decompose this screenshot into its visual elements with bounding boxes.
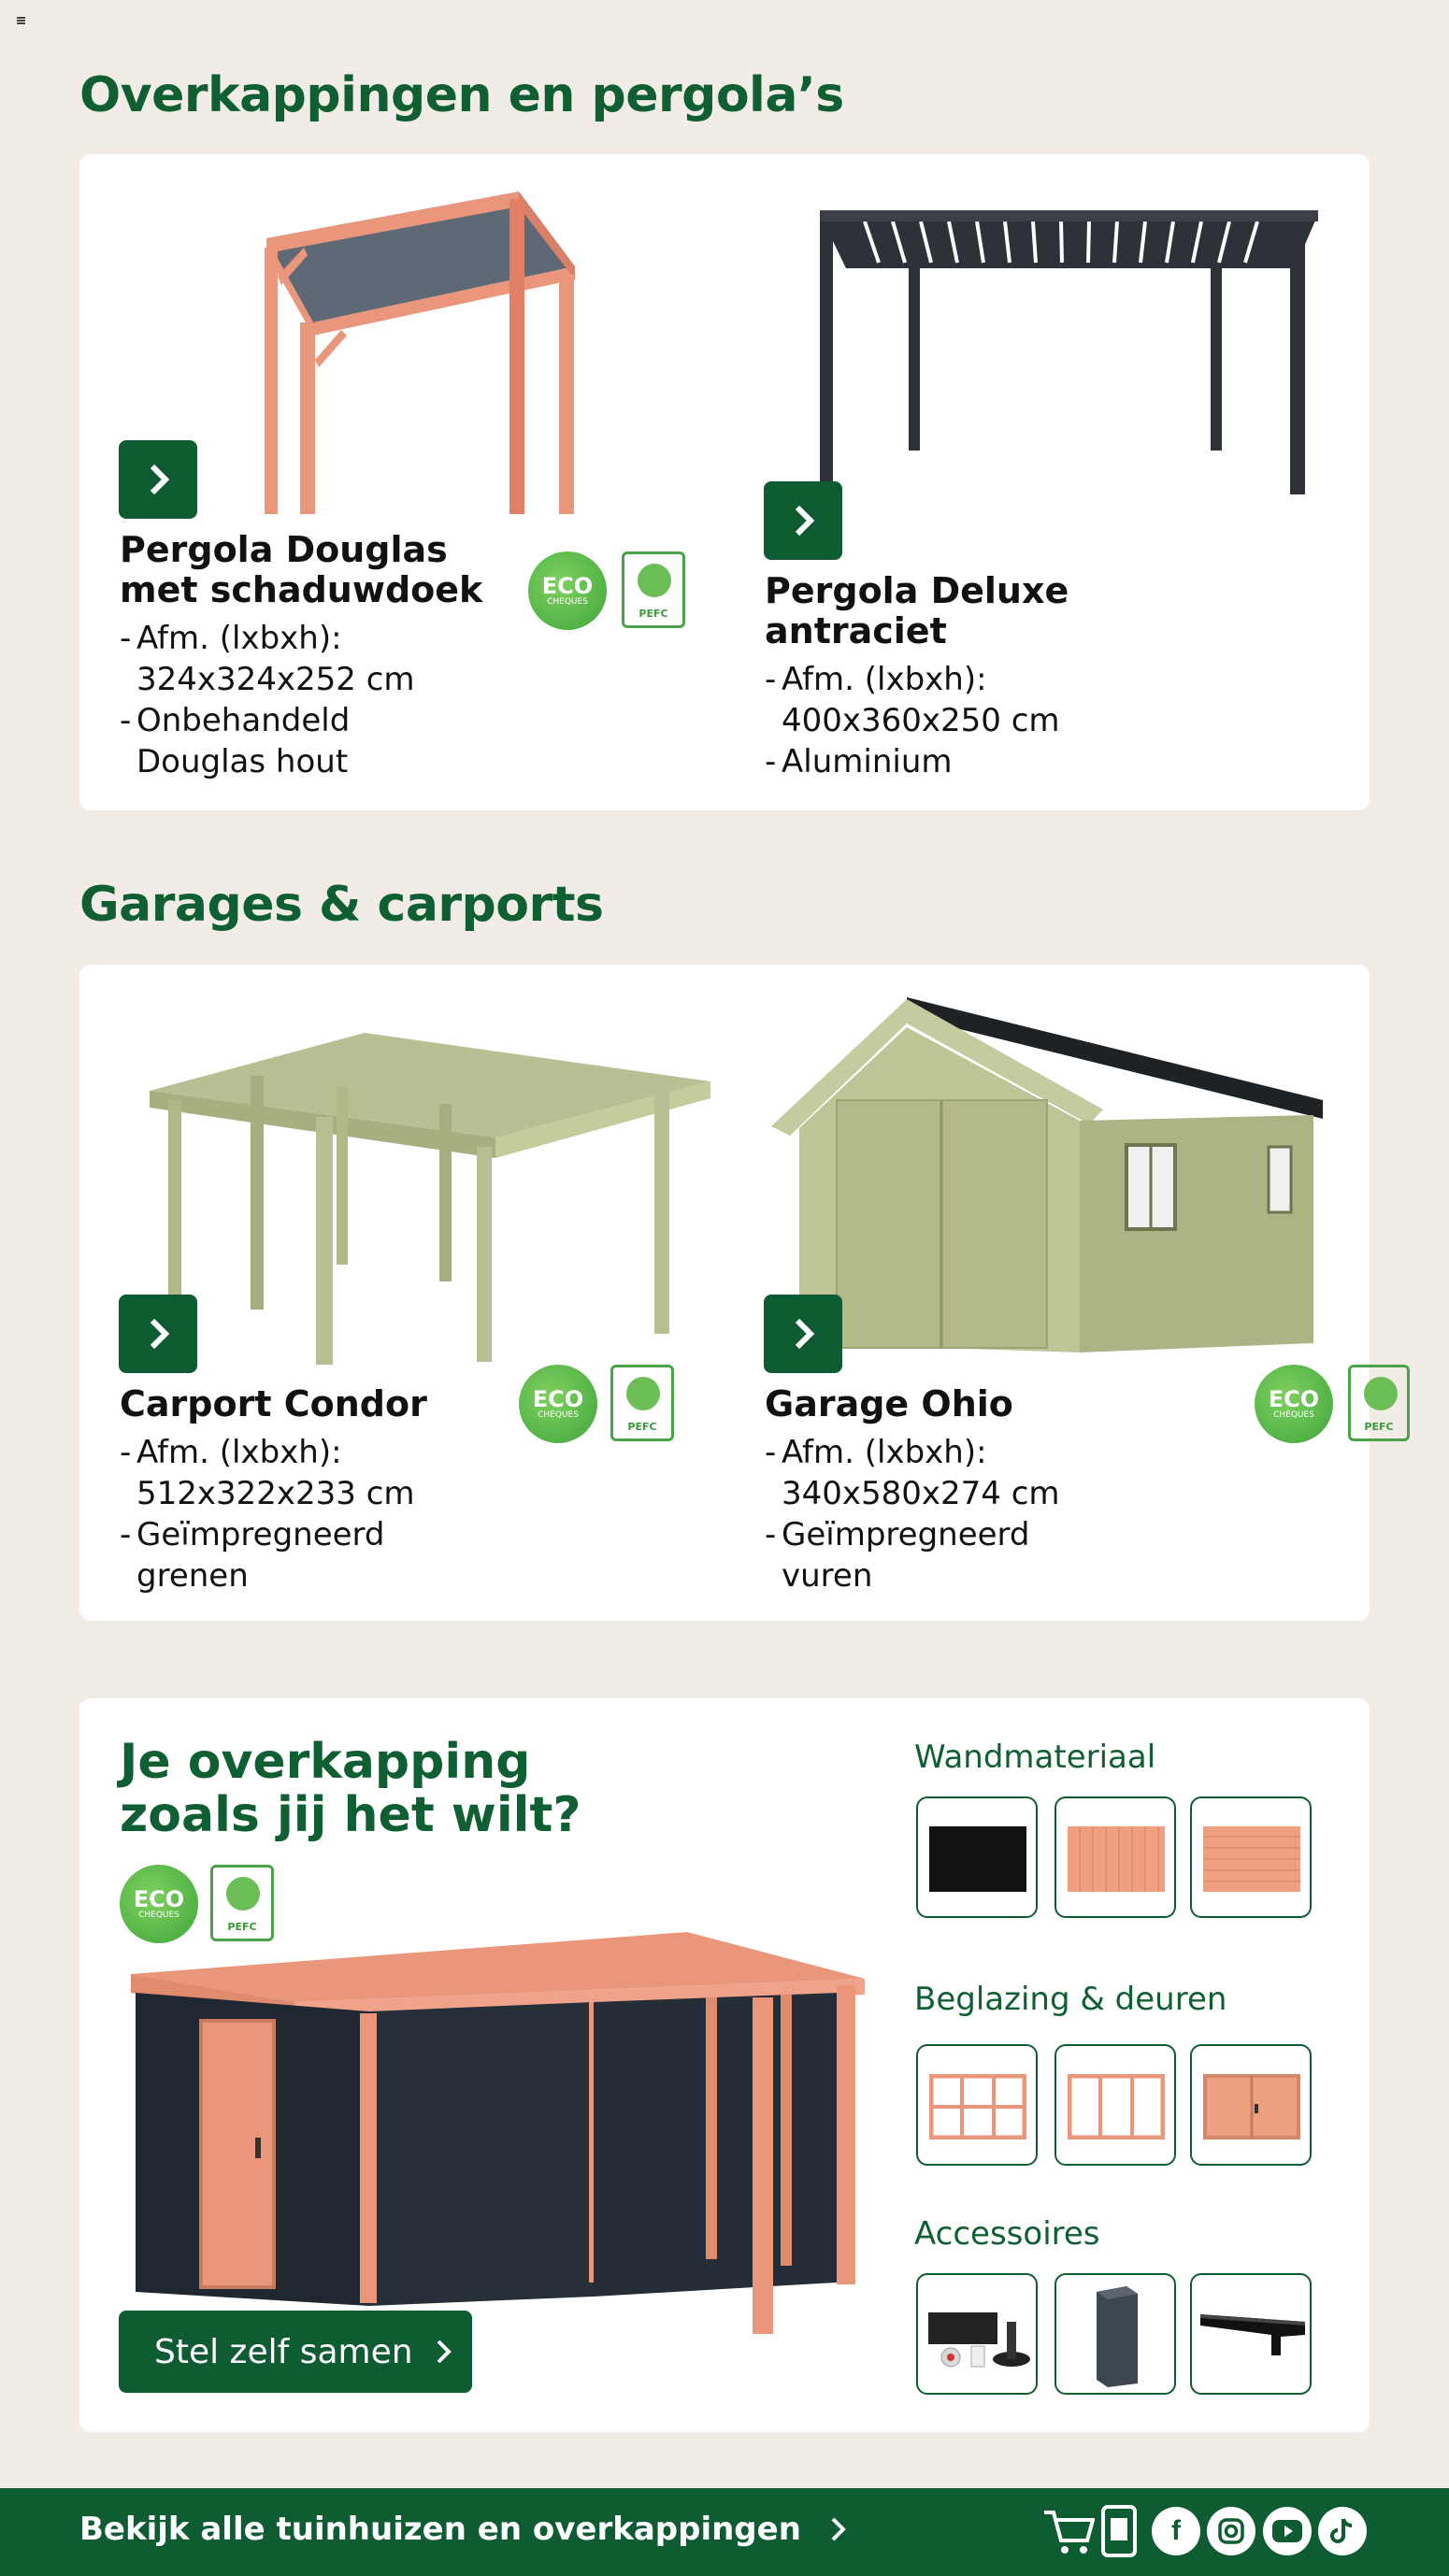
accessory-swatch-kit[interactable] — [916, 2273, 1038, 2395]
chevron-right-icon — [139, 461, 177, 498]
carport-condor-name — [120, 1384, 427, 1424]
pefc-badge — [1348, 1365, 1410, 1441]
pergola-deluxe-specs: - Afm. (lxbxh): 400x360x250 cm - Aluminium — [765, 661, 1060, 780]
tree-icon — [638, 564, 671, 597]
carport-condor-arrow-button[interactable] — [119, 1295, 197, 1373]
spec-text: Afm. (lxbxh): — [782, 661, 987, 698]
eco-badge-subtext: CHEQUES — [538, 1410, 579, 1420]
spec-text: 512x322x233 cm — [136, 1475, 415, 1512]
garage-ohio-specs: - Afm. (lxbxh): 340x580x274 cm - Geïmpregneerd vuren — [765, 1434, 1060, 1595]
chevron-right-icon — [139, 1315, 177, 1352]
chevron-right-icon — [829, 2516, 848, 2542]
pergola-douglas-name-line2: met schaduwdoek — [120, 569, 483, 610]
tiktok-glyph-icon — [1329, 2517, 1356, 2545]
spec-text: grenen — [136, 1557, 249, 1595]
spec-text: Afm. (lxbxh): — [136, 1434, 342, 1471]
instagram-glyph-icon — [1217, 2517, 1245, 2545]
carport-condor-name-line1: Carport Condor — [120, 1383, 427, 1424]
pergola-deluxe-name-line2: antraciet — [765, 610, 947, 651]
wall-swatch-black[interactable] — [916, 1796, 1038, 1918]
spec-text: Douglas hout — [136, 743, 349, 780]
garages-card — [79, 965, 1394, 1621]
glazing-swatch-window[interactable] — [916, 2044, 1038, 2166]
product-pergola-douglas[interactable] — [79, 154, 724, 810]
window-grid-icon — [929, 2074, 1026, 2140]
tree-icon — [226, 1877, 260, 1911]
eco-cheques-badge — [519, 1365, 597, 1443]
accessory-swatch-gutter[interactable] — [1190, 2273, 1312, 2395]
eco-badge-subtext: CHEQUES — [1273, 1410, 1314, 1420]
cart-icon[interactable] — [1042, 2507, 1095, 2557]
configurator-title-line2: zoals jij het wilt? — [120, 1787, 581, 1843]
garage-ohio-name — [765, 1384, 1013, 1424]
spec-text: Aluminium — [782, 743, 953, 780]
garage-ohio-arrow-button[interactable] — [764, 1295, 842, 1373]
accessories-title: Accessoires — [914, 2215, 1100, 2253]
eco-cheques-badge — [528, 551, 607, 630]
wall-swatch-wood[interactable] — [1054, 1796, 1176, 1918]
pefc-badge — [622, 551, 685, 628]
section-title-pergolas: Overkappingen en pergola’s — [79, 67, 844, 123]
spec-text: Afm. (lxbxh): — [136, 620, 342, 657]
door-icon — [1203, 2074, 1300, 2140]
pefc-badge-text: PEFC — [1364, 1421, 1394, 1433]
gutter-icon — [1197, 2294, 1309, 2378]
eco-badge-text: ECO — [541, 572, 594, 599]
spec-text: 400x360x250 cm — [782, 702, 1060, 739]
chevron-right-icon — [434, 2338, 454, 2366]
wood-cladding-icon — [1068, 1826, 1165, 1892]
glazing-title: Beglazing & deuren — [914, 1981, 1227, 2018]
youtube-icon[interactable] — [1263, 2507, 1312, 2555]
pefc-badge-text: PEFC — [627, 1421, 657, 1433]
spec-text: vuren — [782, 1557, 873, 1595]
glazing-swatch-door[interactable] — [1190, 2044, 1312, 2166]
pergola-deluxe-name-line1: Pergola Deluxe — [765, 570, 1069, 611]
configurator-shed-image — [126, 1927, 865, 2339]
spec-text: 324x324x252 cm — [136, 661, 415, 698]
chevron-right-icon — [784, 502, 822, 539]
wall-swatch-wood-horizontal[interactable] — [1190, 1796, 1312, 1918]
spec-text: Afm. (lxbxh): — [782, 1434, 987, 1471]
pergola-douglas-image — [210, 182, 603, 519]
configurator-title-line1: Je overkapping — [120, 1734, 531, 1790]
configurator-card — [79, 1698, 1370, 2432]
spec-text: Onbehandeld — [136, 702, 351, 739]
post-icon — [1089, 2283, 1145, 2390]
spec-text: Geïmpregneerd — [136, 1516, 385, 1553]
view-all-label: Bekijk alle tuinhuizen en overkappingen — [79, 2511, 801, 2548]
sliding-glass-icon — [1068, 2074, 1165, 2140]
instagram-icon[interactable] — [1207, 2507, 1255, 2555]
garage-ohio-name-line1: Garage Ohio — [765, 1383, 1013, 1424]
wood-horizontal-icon — [1203, 1826, 1300, 1892]
app-icon[interactable] — [1101, 2505, 1141, 2559]
pefc-badge-text: PEFC — [227, 1921, 257, 1933]
accessory-swatch-post[interactable] — [1054, 2273, 1176, 2395]
pergola-douglas-arrow-button[interactable] — [119, 440, 197, 519]
tree-icon — [1364, 1377, 1398, 1410]
eco-badge-subtext: CHEQUES — [547, 596, 588, 607]
configure-button-label: Stel zelf samen — [154, 2332, 413, 2371]
pergola-deluxe-arrow-button[interactable] — [764, 481, 842, 560]
facebook-icon[interactable]: f — [1152, 2507, 1200, 2555]
tiktok-icon[interactable] — [1318, 2507, 1367, 2555]
menu-icon[interactable] — [17, 17, 25, 24]
eco-cheques-badge — [1255, 1365, 1333, 1443]
pergola-deluxe-image — [809, 201, 1332, 537]
wall-material-title: Wandmateriaal — [914, 1739, 1156, 1776]
eco-badge-subtext: CHEQUES — [138, 1910, 179, 1920]
chevron-right-icon — [784, 1315, 822, 1352]
youtube-glyph-icon — [1272, 2520, 1302, 2542]
pefc-badge-text: PEFC — [638, 608, 668, 620]
pergola-deluxe-name — [765, 571, 1069, 651]
product-garage-ohio[interactable] — [724, 965, 1394, 1621]
pefc-badge — [610, 1365, 674, 1441]
product-carport-condor[interactable] — [79, 965, 724, 1621]
tree-icon — [626, 1377, 660, 1410]
spec-text: 340x580x274 cm — [782, 1475, 1060, 1512]
maintenance-kit-icon — [923, 2294, 1035, 2378]
product-pergola-deluxe[interactable] — [724, 154, 1370, 810]
section-title-garages: Garages & carports — [79, 877, 604, 933]
pergola-card — [79, 154, 1370, 810]
carport-condor-image — [140, 997, 720, 1381]
pergola-douglas-name-line1: Pergola Douglas — [120, 529, 448, 570]
eco-badge-text: ECO — [1268, 1385, 1320, 1412]
footer-bar — [0, 2488, 1449, 2576]
glazing-swatch-sliding[interactable] — [1054, 2044, 1176, 2166]
eco-badge-text: ECO — [133, 1885, 185, 1912]
configurator-title — [120, 1736, 581, 1842]
configure-button[interactable] — [119, 2311, 472, 2393]
carport-condor-specs: - Afm. (lxbxh): 512x322x233 cm - Geïmpregneerd grenen — [120, 1434, 415, 1595]
view-all-link[interactable] — [79, 2511, 848, 2548]
pergola-douglas-specs: - Afm. (lxbxh): 324x324x252 cm - Onbehandeld Douglas hout — [120, 620, 415, 780]
eco-badge-text: ECO — [532, 1385, 584, 1412]
spec-text: Geïmpregneerd — [782, 1516, 1030, 1553]
black-cladding-icon — [929, 1826, 1026, 1892]
garage-ohio-image — [771, 988, 1332, 1371]
pergola-douglas-name — [120, 530, 482, 610]
